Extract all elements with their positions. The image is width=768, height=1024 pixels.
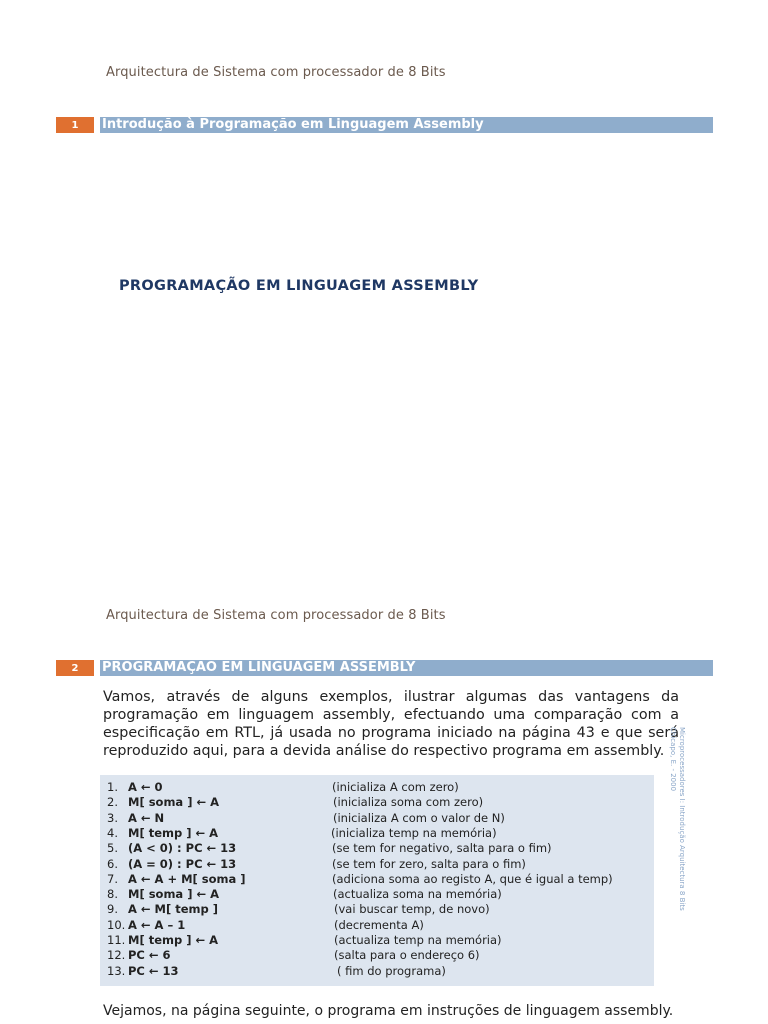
code-line-comment: (inicializa A com o valor de N) — [333, 810, 505, 825]
code-line — [100, 826, 654, 841]
code-line — [100, 948, 654, 963]
side-note-line-2: Chicapo, E. - 2000 — [669, 727, 677, 792]
code-line — [100, 964, 654, 979]
code-line-number: 13. — [107, 963, 126, 978]
code-line-comment: (decrementa A) — [334, 917, 424, 932]
page2-header: Arquitectura de Sistema com processador de 8 Bits — [106, 608, 446, 623]
code-line-rtl: A ← A – 1 — [128, 917, 186, 932]
code-line-number: 12. — [107, 948, 126, 963]
code-line-number: 6. — [107, 856, 118, 871]
footer-text: Vejamos, na página seguinte, o programa em instruções de linguagem assembly. — [103, 1003, 674, 1019]
code-line-comment: (adiciona soma ao registo A, que é igual a temp) — [332, 871, 613, 886]
intro-paragraph: Vamos, através de alguns exemplos, ilustrar algumas das vantagens da programação em linguagem assembly, efectuando uma comparação com a especificação em RTL, já usada no programa iniciado na página 43 e que será reproduzido aqui, para a devida análise do respectivo programa em assembly. — [103, 689, 679, 759]
code-line — [100, 872, 654, 887]
code-line-number: 10. — [107, 917, 126, 932]
code-line-comment: (inicializa soma com zero) — [333, 795, 484, 810]
section-1-bar — [56, 117, 713, 133]
code-line-comment: ( fim do programa) — [337, 963, 446, 978]
code-line — [100, 811, 654, 826]
code-line-rtl: A ← N — [128, 810, 165, 825]
code-line-number: 3. — [107, 810, 118, 825]
code-line-comment: (se tem for negativo, salta para o fim) — [332, 841, 552, 856]
code-line — [100, 857, 654, 872]
code-line-rtl: M[ soma ] ← A — [128, 887, 219, 902]
code-line-number: 2. — [107, 795, 118, 810]
code-line-comment: (vai buscar temp, de novo) — [334, 902, 490, 917]
side-note-line-1: Microprocessadores I: Introdução Arquitectura 8 Bits — [678, 727, 686, 911]
code-line-number: 4. — [107, 825, 118, 840]
code-line-comment: (inicializa temp na memória) — [331, 825, 497, 840]
code-line-rtl: A ← M[ temp ] — [128, 902, 219, 917]
code-line-number: 1. — [107, 780, 118, 794]
code-line-rtl: PC ← 6 — [128, 948, 171, 963]
code-line-rtl: M[ soma ] ← A — [128, 795, 219, 810]
page1-header: Arquitectura de Sistema com processador de 8 Bits — [106, 65, 446, 80]
section-1-number: 1 — [56, 117, 94, 133]
code-line-number: 9. — [107, 902, 118, 917]
code-line — [100, 933, 654, 948]
section-2-title: PROGRAMAÇAO EM LINGUAGEM ASSEMBLY — [100, 660, 713, 676]
code-line-number: 5. — [107, 841, 118, 856]
section-2-bar — [56, 660, 713, 676]
code-line-rtl: M[ temp ] ← A — [128, 825, 219, 840]
code-line — [100, 887, 654, 902]
code-line-rtl: A ← A + M[ soma ] — [128, 871, 246, 886]
code-line — [100, 918, 654, 933]
section-2-number: 2 — [56, 660, 94, 676]
code-line-rtl: M[ temp ] ← A — [128, 933, 219, 947]
rtl-code-listing — [100, 775, 654, 986]
code-line-rtl: (A = 0) : PC ← 13 — [128, 856, 237, 871]
code-line-comment: (salta para o endereço 6) — [334, 948, 480, 963]
code-line-comment: (se tem for zero, salta para o fim) — [332, 856, 526, 871]
code-line-number: 8. — [107, 887, 118, 902]
code-line-rtl: A ← 0 — [128, 780, 163, 794]
code-line — [100, 841, 654, 856]
code-line-rtl: PC ← 13 — [128, 963, 179, 978]
code-line-comment: (actualiza soma na memória) — [333, 887, 502, 902]
code-line-comment: (inicializa A com zero) — [332, 780, 459, 794]
code-line-number: 7. — [107, 871, 118, 886]
section-1-title: Introdução à Programação em Linguagem Assembly — [100, 117, 713, 133]
code-line — [100, 780, 654, 795]
code-line-number: 11. — [107, 933, 126, 947]
side-note — [668, 727, 686, 927]
code-line-comment: (actualiza temp na memória) — [334, 933, 502, 947]
code-line-rtl: (A < 0) : PC ← 13 — [128, 841, 237, 856]
page1-big-title: PROGRAMAÇÃO EM LINGUAGEM ASSEMBLY — [119, 278, 479, 294]
code-line — [100, 795, 654, 810]
code-line — [100, 902, 654, 917]
